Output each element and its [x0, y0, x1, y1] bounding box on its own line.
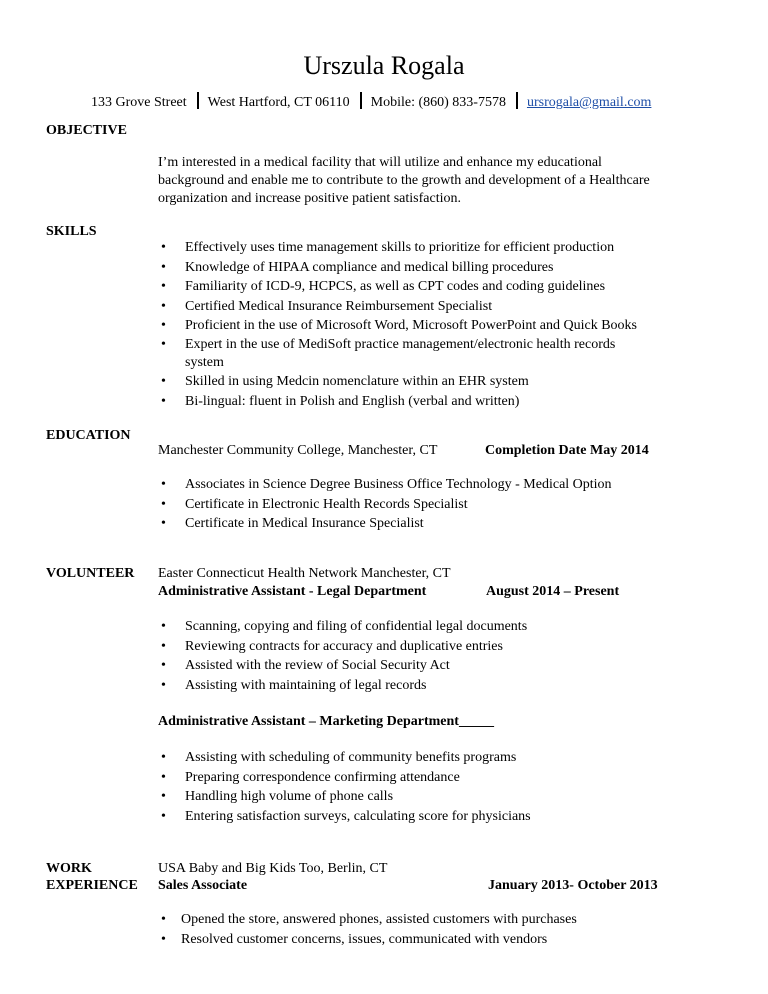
list-item: • Familiarity of ICD-9, HCPCS, as well as CPT codes and coding guidelines [158, 277, 637, 297]
bullet: • [161, 619, 166, 634]
list-item: • Bi-lingual: fluent in Polish and English (verbal and written) [158, 392, 637, 412]
list-item: • Certificate in Medical Insurance Specialist [158, 514, 612, 534]
bullet: • [161, 677, 166, 693]
list-item: • Assisting with maintaining of legal records [158, 676, 527, 696]
bullet: • [161, 393, 166, 409]
list-item: • Certified Medical Insurance Reimbursement Specialist [158, 297, 637, 317]
bullet: • [161, 769, 166, 785]
contact-mobile: Mobile: (860) 833-7578 [370, 95, 506, 110]
list-item: • Skilled in using Medcin nomenclature within an EHR system [158, 372, 637, 392]
volunteer-role-1-dates: August 2014 – Present [486, 584, 620, 599]
bullet: • [161, 516, 166, 532]
education-heading: EDUCATION [46, 428, 131, 443]
contact-city: West Hartford, CT 06110 [207, 95, 350, 110]
separator [360, 92, 362, 109]
skills-heading: SKILLS [46, 224, 97, 239]
bullet: • [161, 912, 166, 927]
education-school: Manchester Community College, Manchester, CT [158, 443, 438, 458]
work-heading-line-1: WORK [46, 861, 92, 876]
list-item: • Expert in the use of MediSoft practice management/electronic health records system [161, 336, 616, 370]
separator [197, 92, 199, 109]
list-item: • Proficient in the use of Microsoft Word, Microsoft PowerPoint and Quick Books [158, 316, 637, 336]
volunteer-role-2-list [158, 748, 531, 826]
education-list [158, 475, 612, 534]
list-item: • Handling high volume of phone calls [158, 787, 531, 807]
work-list [158, 910, 577, 949]
list-item: • Preparing correspondence confirming attendance [158, 768, 531, 788]
email-link[interactable]: ursrogala@gmail.com [526, 95, 652, 110]
resume-name: Urszula Rogala [303, 51, 465, 80]
bullet: • [161, 318, 166, 334]
bullet: • [161, 279, 166, 295]
bullet: • [161, 240, 166, 255]
list-item: • Assisting with scheduling of community benefits programs [158, 748, 531, 768]
volunteer-role-1: Administrative Assistant - Legal Department [158, 584, 427, 599]
bullet: • [161, 298, 166, 314]
volunteer-heading: VOLUNTEER [46, 566, 135, 581]
list-item: • Associates in Science Degree Business Office Technology - Medical Option [158, 475, 612, 495]
bullet: • [161, 638, 166, 654]
work-role: Sales Associate [158, 878, 248, 893]
bullet: • [161, 750, 166, 765]
bullet: • [161, 496, 166, 512]
bullet: • [161, 658, 166, 674]
bullet: • [161, 373, 166, 389]
objective-line-2: background and enable me to contribute to the growth and development of a Healthcare [158, 173, 650, 188]
objective-heading: OBJECTIVE [46, 123, 127, 138]
list-item: • Entering satisfaction surveys, calculating score for physicians [158, 807, 531, 827]
contact-line [91, 92, 651, 112]
list-item: • Resolved customer concerns, issues, communicated with vendors [158, 930, 577, 950]
volunteer-org: Easter Connecticut Health Network Manchester, CT [158, 566, 451, 581]
bullet: • [161, 808, 166, 824]
objective-line-1: I’m interested in a medical facility that will utilize and enhance my educational [158, 155, 602, 170]
volunteer-role-1-list [158, 617, 527, 695]
bullet: • [161, 477, 166, 492]
list-item: • Certificate in Electronic Health Records Specialist [158, 495, 612, 515]
education-completion: Completion Date May 2014 [485, 443, 649, 458]
bullet: • [161, 259, 166, 275]
bullet: • [161, 789, 166, 805]
bullet: • [161, 336, 166, 352]
work-heading-line-2: EXPERIENCE [46, 878, 138, 893]
list-item: • Effectively uses time management skills to prioritize for efficient production [158, 238, 637, 258]
list-item: • Scanning, copying and filing of confidential legal documents [158, 617, 527, 637]
work-employer: USA Baby and Big Kids Too, Berlin, CT [158, 861, 388, 876]
bullet: • [161, 931, 166, 947]
list-item: • Opened the store, answered phones, assisted customers with purchases [158, 910, 577, 930]
separator [516, 92, 518, 109]
contact-address: 133 Grove Street [91, 95, 187, 110]
list-item: • Reviewing contracts for accuracy and duplicative entries [158, 637, 527, 657]
list-item: • Knowledge of HIPAA compliance and medical billing procedures [158, 258, 637, 278]
work-dates: January 2013- October 2013 [488, 878, 658, 893]
objective-line-3: organization and increase positive patient satisfaction. [158, 191, 461, 206]
volunteer-role-2: Administrative Assistant – Marketing Department_____ [158, 714, 494, 729]
list-item: • Assisted with the review of Social Security Act [158, 656, 527, 676]
skills-list [158, 238, 637, 411]
